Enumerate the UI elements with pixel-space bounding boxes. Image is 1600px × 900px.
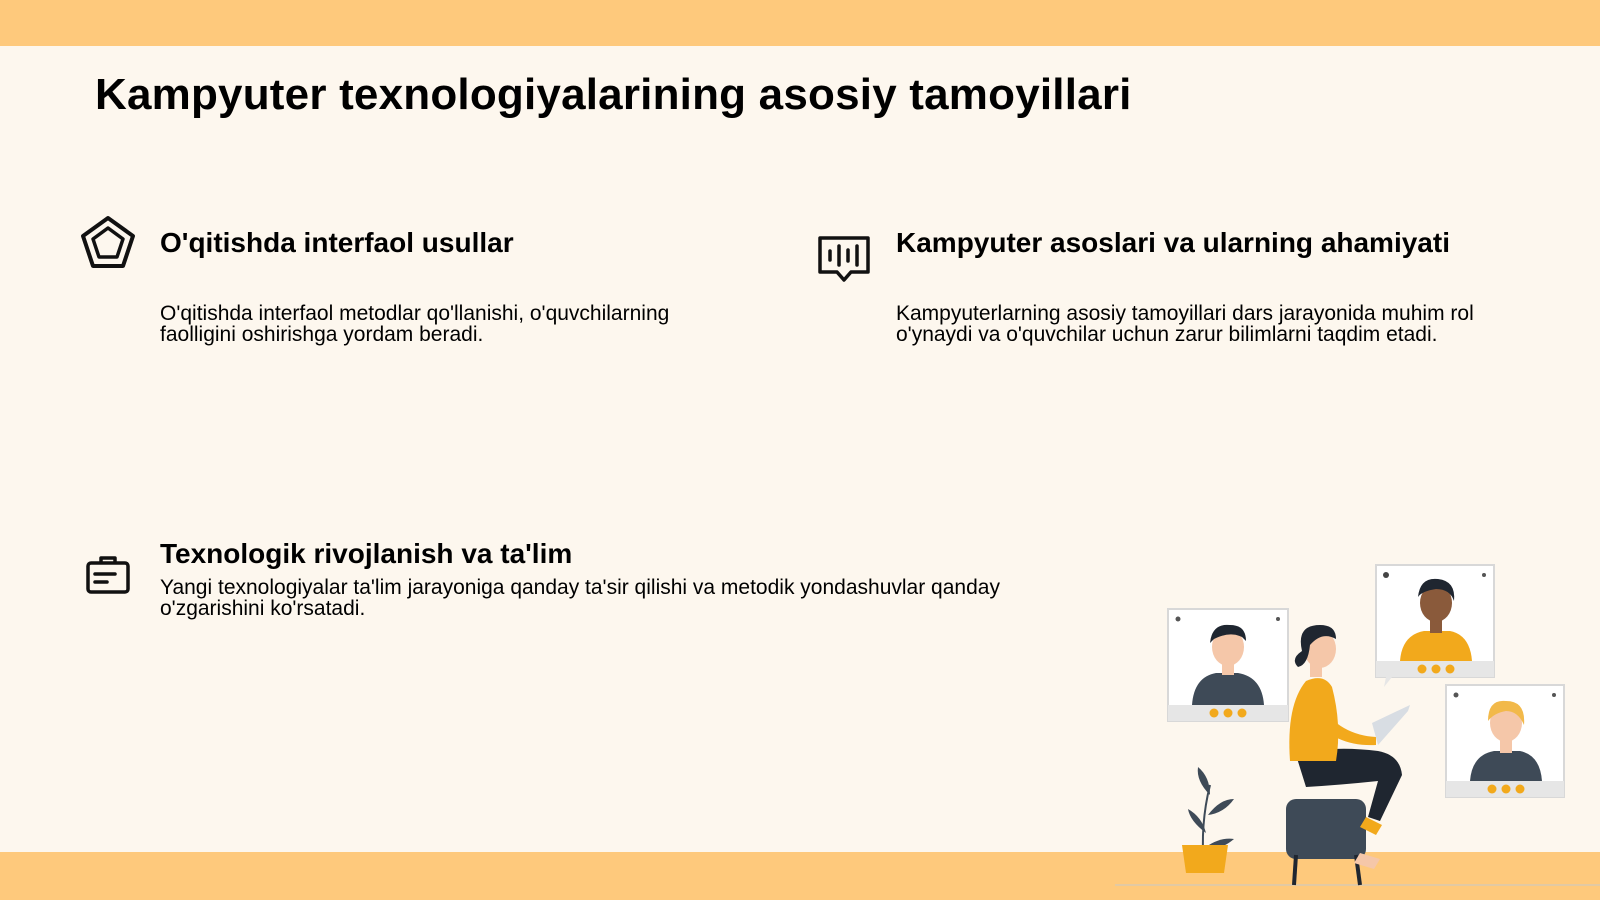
- section-description-interactive-methods: O'qitishda interfaol metodlar qo'llanishi, o'quvchilarning faolligini oshirishga yordam beradi.: [160, 302, 670, 346]
- section-heading-tech-development: Texnologik rivojlanish va ta'lim: [160, 538, 573, 569]
- audio-wave-chat-icon: [816, 234, 872, 286]
- clipboard-card-icon: [85, 555, 131, 595]
- pentagon-icon: [80, 215, 136, 271]
- video-call-illustration: [1110, 555, 1600, 900]
- video-call-window-icon: [1376, 565, 1494, 687]
- section-heading-computer-basics: Kampyuter asoslari va ularning ahamiyati: [896, 227, 1450, 258]
- section-description-computer-basics: Kampyuterlarning asosiy tamoyillari dars jarayonida muhim rol o'ynaydi va o'quvchilar uchun zarur bilimlarni taqdim etadi.: [896, 302, 1474, 346]
- video-call-window-icon: [1446, 685, 1564, 797]
- top-decor-band: [0, 0, 1600, 46]
- section-description-tech-development: Yangi texnologiyalar ta'lim jarayoniga qanday ta'sir qilishi va metodik yondashuvlar qanday o'zgarishini ko'rsatadi.: [160, 576, 1000, 620]
- section-heading-interactive-methods: O'qitishda interfaol usullar: [160, 227, 514, 258]
- video-call-window-icon: [1168, 609, 1288, 721]
- slide-title: Kampyuter texnologiyalarining asosiy tamoyillari: [95, 70, 1132, 119]
- plant-icon: [1182, 767, 1234, 873]
